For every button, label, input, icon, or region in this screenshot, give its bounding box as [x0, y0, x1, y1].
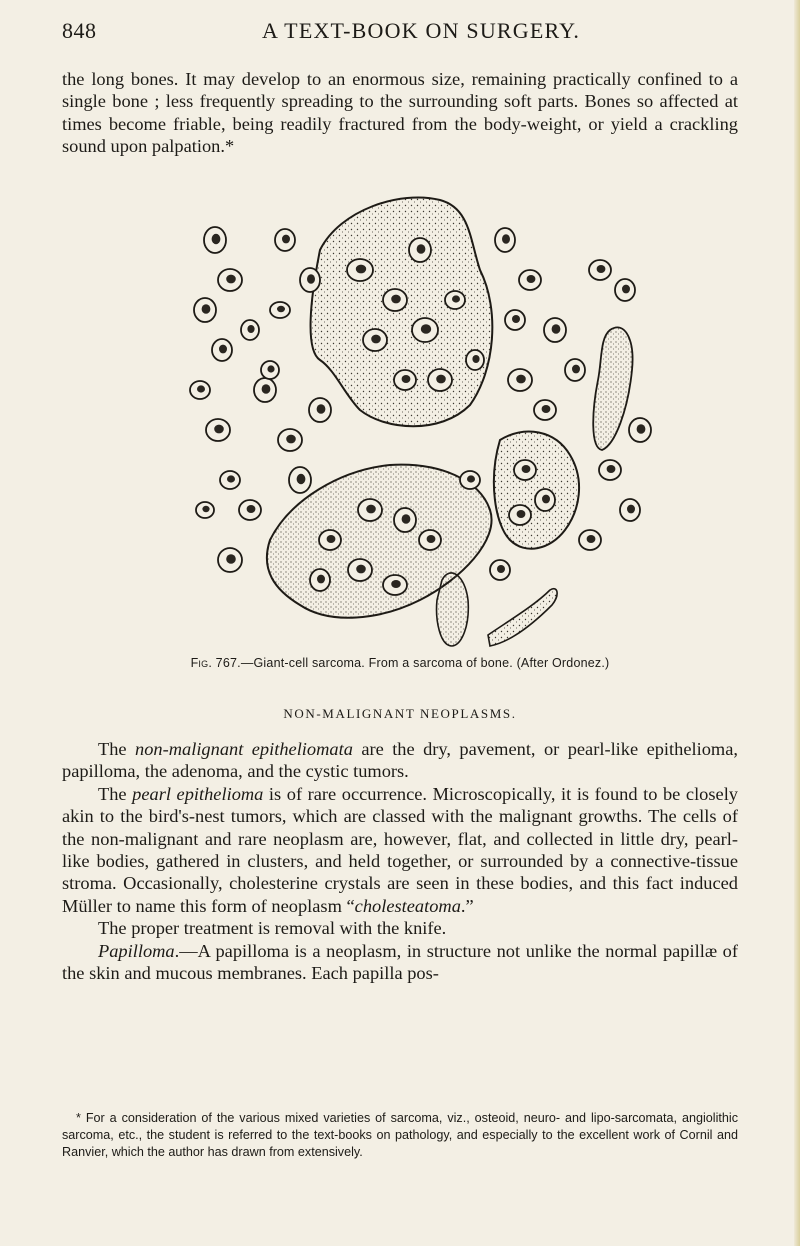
- nucleolus: [371, 335, 381, 344]
- page-number: 848: [62, 18, 97, 43]
- nucleolus: [542, 405, 551, 413]
- nucleolus: [597, 265, 606, 273]
- nucleolus: [542, 495, 550, 504]
- nucleolus: [522, 465, 531, 473]
- nucleolus: [226, 554, 236, 564]
- nucleolus: [527, 275, 536, 283]
- spindle-cell-right: [593, 327, 632, 450]
- paragraph-papilloma: [62, 940, 738, 985]
- nucleolus: [417, 244, 426, 254]
- footnote-text: * For a consideration of the various mixed varieties of sarcoma, viz., osteoid, neuro- and lipo-sarcomata, angiolithic sarcoma, etc., the student is referred to the text-books on pathology, and especially to the excellent work of Cornil and Ranvier, which the author has drawn from extensively.: [62, 1111, 738, 1159]
- nucleolus: [262, 384, 271, 394]
- italic-term: pearl epithelioma: [132, 783, 264, 804]
- figure-label: Fig. 767.: [190, 656, 241, 670]
- nucleolus: [227, 475, 235, 482]
- nucleolus: [637, 424, 646, 434]
- nucleolus: [587, 535, 596, 543]
- nucleolus: [391, 580, 401, 588]
- nucleolus: [427, 535, 436, 543]
- nucleolus: [421, 324, 431, 334]
- page-header: [62, 18, 762, 48]
- nucleolus: [516, 375, 526, 384]
- italic-term: non-malignant epitheliomata: [135, 739, 353, 759]
- nucleolus: [282, 235, 290, 244]
- giant-cell-sarcoma-illustration: [170, 180, 690, 650]
- nucleolus: [202, 506, 209, 512]
- nucleolus: [402, 514, 411, 524]
- text-run: is of rare occurrence. Microscopically, it is found to be closely akin to the bird's-nest tumors, which are classed with the malignant growths. The cells of the non-malignant and rare neoplasm are, however, flat, and collected in little dry, pearl-like bodies, gathered in clusters, and held together, or surrounded by a connective-tissue stroma. Occasionally, cholesterine crystals are seen in these bodies, and this fact induced Müller to name this form of neoplasm “: [62, 783, 738, 916]
- text-run: .—A papilloma is a neoplasm, in structure not unlike the normal papillæ of the skin and mucous membranes. Each papilla pos-: [62, 940, 738, 984]
- text-run: The: [98, 783, 133, 804]
- text-run: are the dry, pavement, or pearl-like epithelioma, papilloma, the adenoma, and the cystic tumors.: [62, 739, 738, 782]
- spindle-cell-bottom: [437, 573, 469, 646]
- nucleolus: [247, 505, 256, 513]
- nucleolus: [202, 304, 211, 314]
- footnote: [62, 1110, 738, 1161]
- nucleolus: [219, 345, 227, 354]
- nucleolus: [247, 325, 254, 333]
- section-heading: NON-MALIGNANT NEOPLASMS.: [283, 706, 517, 721]
- nucleolus: [552, 324, 561, 334]
- nucleolus: [327, 535, 336, 543]
- text-run: .”: [460, 895, 474, 916]
- intro-paragraph: the long bones. It may develop to an enormous size, remaining practically confined to a single bone ; less frequently spreading to the surrounding soft parts. Bones so affected at times become friable, being readily fractured from the body-weight, or yield a crackling sound upon palpation.*: [62, 69, 738, 157]
- nucleolus: [436, 375, 446, 384]
- page-edge: [794, 0, 800, 1246]
- nucleolus: [502, 234, 510, 244]
- nucleolus: [472, 355, 479, 363]
- figure-giant-cell-sarcoma: [170, 180, 690, 650]
- nucleolus: [226, 275, 236, 284]
- spindle-cell-lower-right: [488, 589, 557, 646]
- nucleolus: [212, 234, 221, 244]
- italic-term: Papilloma: [98, 940, 175, 961]
- nucleolus: [214, 425, 224, 434]
- intro-paragraph-block: [62, 68, 738, 158]
- paragraph-treatment: The proper treatment is removal with the knife.: [98, 918, 447, 939]
- nucleolus: [607, 465, 616, 473]
- body-text: [62, 738, 738, 984]
- italic-term: cholesteatoma: [354, 895, 461, 916]
- nucleolus: [286, 435, 296, 444]
- nucleolus: [297, 474, 306, 484]
- paragraph-pearl-epithelioma: [62, 783, 738, 917]
- nucleolus: [317, 404, 326, 414]
- nucleolus: [317, 575, 325, 584]
- nucleolus: [366, 505, 376, 514]
- running-head: A TEXT-BOOK ON SURGERY.: [262, 18, 581, 43]
- nucleolus: [197, 385, 205, 392]
- giant-cell-right: [494, 432, 579, 549]
- nucleolus: [512, 315, 520, 323]
- figure-caption: [62, 656, 738, 670]
- nucleolus: [307, 274, 315, 284]
- giant-cell-upper: [311, 197, 493, 426]
- nucleolus: [517, 510, 526, 518]
- nucleolus: [267, 365, 274, 372]
- nucleolus: [467, 475, 475, 482]
- nucleolus: [452, 295, 460, 302]
- nucleolus: [277, 306, 285, 312]
- nucleolus: [356, 565, 366, 574]
- nucleolus: [356, 265, 366, 274]
- text-run: The: [98, 739, 136, 759]
- nucleolus: [497, 565, 505, 573]
- nucleolus: [391, 295, 401, 304]
- nucleolus: [627, 505, 635, 514]
- figure-caption-text: —Giant-cell sarcoma. From a sarcoma of bone. (After Ordonez.): [240, 656, 610, 670]
- nucleolus: [402, 375, 411, 383]
- paragraph-non-malignant-epitheliomata: [62, 738, 738, 783]
- nucleolus: [572, 365, 580, 374]
- nucleolus: [622, 285, 630, 294]
